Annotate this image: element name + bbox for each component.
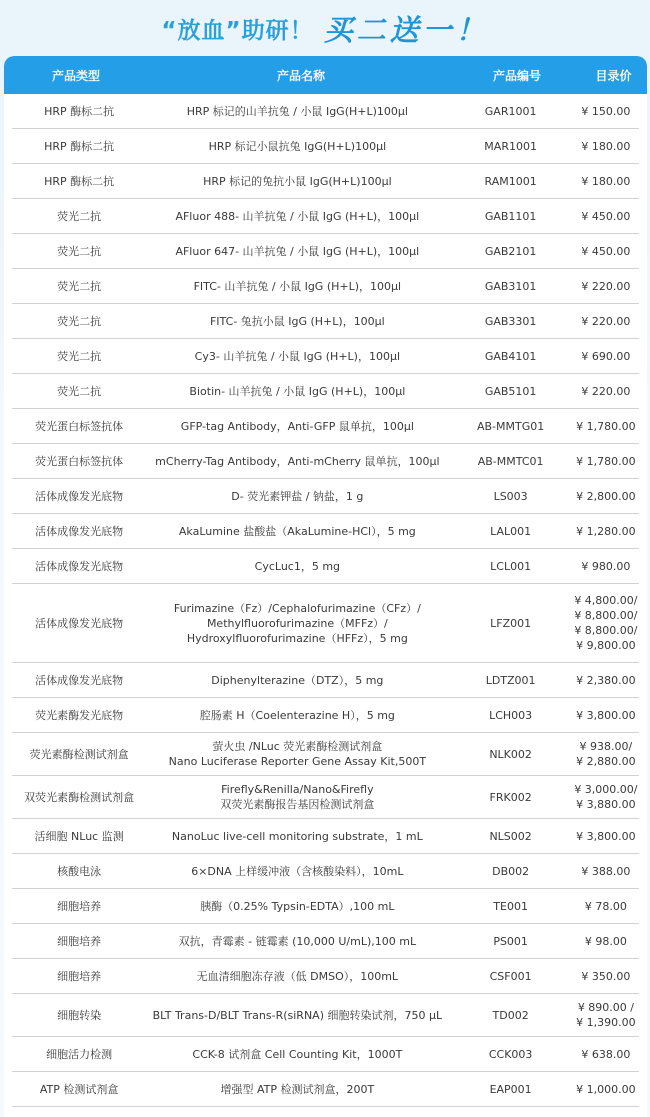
product-type-cell: 荧光二抗 (57, 279, 102, 293)
table-row (12, 444, 639, 479)
product-name-line: Hydroxylfluorofurimazine（HFFz），5 mg (186, 631, 408, 645)
product-price-table (4, 56, 647, 1117)
price-line: ¥ 3,800.00 (576, 708, 636, 722)
product-name-line: 腔肠素 H（Coelenterazine H），5 mg (199, 708, 395, 722)
product-code-cell: DB002 (492, 864, 530, 878)
table-row (12, 924, 639, 959)
product-code-cell: RAM1001 (484, 174, 537, 188)
price-line: ¥ 3,880.00 (576, 798, 636, 811)
product-name-cell (146, 924, 448, 958)
product-code-cell: GAB5101 (484, 384, 537, 398)
product-code-cell: GAB1101 (484, 209, 537, 223)
product-name-line: AkaLumine 盐酸盐（AkaLumine-HCl），5 mg (178, 524, 416, 538)
product-name-cell (146, 374, 448, 408)
product-name-cell (146, 549, 448, 583)
product-code-cell: CSF001 (489, 969, 532, 983)
price-line: ¥ 180.00 (581, 139, 631, 153)
product-type-cell: 荧光二抗 (57, 349, 102, 363)
product-name-line: 双抗，青霉素 - 链霉素 (10,000 U/mL),100 mL (178, 934, 417, 948)
product-name-cell (146, 339, 448, 373)
product-code-cell: AB-MMTC01 (477, 454, 544, 468)
product-name-cell (146, 584, 448, 662)
product-type-cell: 活体成像发光底物 (35, 559, 124, 573)
product-code-cell: CCK003 (488, 1047, 533, 1061)
product-name-line: CycLuc1，5 mg (254, 559, 341, 573)
price-line: ¥ 8,800.00/ (574, 624, 638, 637)
product-name-line: 6×DNA 上样缓冲液（含核酸染料），10mL (191, 864, 404, 878)
product-name-cell (146, 1037, 448, 1071)
product-name-line: Methylfluorofurimazine（MFFz）/ (206, 616, 388, 630)
price-line: ¥ 1,000.00 (576, 1082, 636, 1096)
price-line: ¥ 98.00 (584, 934, 627, 948)
product-name-line: 无血清细胞冻存液（低 DMSO），100mL (196, 969, 399, 983)
price-line: ¥ 980.00 (581, 559, 631, 573)
price-line: ¥ 4,800.00/ (574, 594, 638, 607)
product-name-line: 双荧光素酶报告基因检测试剂盒 (220, 798, 375, 811)
price-line: ¥ 638.00 (581, 1047, 631, 1061)
product-type-cell: HRP 酶标二抗 (44, 139, 115, 153)
table-row (12, 994, 639, 1037)
product-type-cell: 活细胞 NLuc 监测 (34, 829, 124, 843)
price-cell (573, 374, 639, 408)
product-name-line: 萤火虫 /NLuc 荧光素酶检测试剂盒 (212, 740, 383, 753)
product-name-cell (146, 854, 448, 888)
product-name-line: mCherry-Tag Antibody，Anti-mCherry 鼠单抗，100μl (155, 454, 440, 468)
price-cell (573, 854, 639, 888)
table-row (12, 479, 639, 514)
price-cell (573, 924, 639, 958)
table-row (12, 269, 639, 304)
price-line: ¥ 180.00 (581, 174, 631, 188)
product-code-cell: GAB3301 (484, 314, 537, 328)
column-header-price: 目录价 (595, 68, 632, 83)
table-row (12, 854, 639, 889)
product-name-cell (146, 479, 448, 513)
price-cell (573, 959, 639, 993)
price-cell (573, 514, 639, 548)
product-code-cell: FRK002 (489, 790, 532, 804)
product-code-cell: EAP001 (489, 1082, 532, 1096)
price-line: ¥ 220.00 (581, 384, 631, 398)
product-name-cell (146, 733, 448, 775)
product-name-line: AFluor 488- 山羊抗兔 / 小鼠 IgG (H+L)，100μl (175, 209, 420, 223)
table-row (12, 549, 639, 584)
product-code-cell: LFZ001 (490, 616, 532, 630)
product-code-cell: LCL001 (490, 559, 532, 573)
promo-headline: “放血”助研！ (161, 17, 314, 44)
price-line: ¥ 220.00 (581, 314, 631, 328)
table-row (12, 234, 639, 269)
product-name-cell (146, 889, 448, 923)
product-type-cell: 细胞培养 (57, 899, 102, 913)
product-name-line: Furimazine（Fz）/Cephalofurimazine（CFz）/ (173, 601, 421, 615)
table-body (4, 94, 647, 1107)
product-code-cell: GAB2101 (484, 244, 537, 258)
product-code-cell: TD002 (492, 1008, 529, 1022)
price-cell (573, 663, 639, 697)
product-name-line: CCK-8 试剂盒 Cell Counting Kit，1000T (192, 1047, 403, 1061)
price-cell (573, 549, 639, 583)
product-name-line: HRP 标记小鼠抗兔 IgG(H+L)100μl (208, 139, 387, 153)
product-name-cell (146, 164, 448, 198)
product-code-cell: GAR1001 (484, 104, 537, 118)
product-type-cell: 细胞培养 (57, 934, 102, 948)
product-type-cell: 核酸电泳 (57, 864, 102, 878)
product-name-line: Diphenylterazine（DTZ），5 mg (211, 673, 384, 687)
product-type-cell: 细胞培养 (57, 969, 102, 983)
price-line: ¥ 1,780.00 (576, 454, 636, 468)
product-name-cell (146, 959, 448, 993)
price-cell (573, 819, 639, 853)
product-name-cell (146, 269, 448, 303)
price-cell (573, 94, 639, 128)
table-row (12, 1037, 639, 1072)
product-name-line: HRP 标记的兔抗小鼠 IgG(H+L)100μl (203, 174, 392, 188)
product-name-cell (146, 819, 448, 853)
product-type-cell: 活体成像发光底物 (35, 616, 124, 630)
table-row (12, 514, 639, 549)
product-type-cell: 荧光二抗 (57, 384, 102, 398)
product-code-cell: AB-MMTG01 (476, 419, 545, 433)
price-line: ¥ 3,000.00/ (574, 783, 638, 796)
price-line: ¥ 450.00 (581, 209, 631, 223)
product-name-line: NanoLuc live-cell monitoring substrate，1 mL (171, 829, 423, 843)
column-header-code: 产品编号 (492, 68, 541, 83)
product-name-cell (146, 776, 448, 818)
price-cell (573, 889, 639, 923)
price-line: ¥ 388.00 (581, 864, 631, 878)
price-cell (573, 164, 639, 198)
product-name-cell (146, 304, 448, 338)
product-name-cell (146, 994, 448, 1036)
promo-banner (0, 0, 650, 56)
product-type-cell: 荧光蛋白标签抗体 (35, 454, 124, 468)
price-cell (573, 304, 639, 338)
price-cell (573, 994, 639, 1036)
table-row (12, 819, 639, 854)
product-name-cell (146, 94, 448, 128)
table-row (12, 663, 639, 698)
price-line: ¥ 1,780.00 (576, 419, 636, 433)
price-line: ¥ 3,800.00 (576, 829, 636, 843)
column-header-type: 产品类型 (51, 68, 100, 83)
product-name-cell (146, 444, 448, 478)
product-type-cell: 活体成像发光底物 (35, 673, 124, 687)
price-cell (573, 409, 639, 443)
price-line: ¥ 1,280.00 (576, 524, 636, 538)
product-name-line: HRP 标记的山羊抗兔 / 小鼠 IgG(H+L)100μl (186, 104, 408, 118)
product-name-line: GFP-tag Antibody，Anti-GFP 鼠单抗，100μl (180, 419, 414, 433)
price-line: ¥ 690.00 (581, 349, 631, 363)
table-row (12, 1072, 639, 1107)
product-type-cell: 双荧光素酶检测试剂盒 (24, 790, 135, 804)
product-type-cell: 荧光蛋白标签抗体 (35, 419, 124, 433)
product-code-cell: TE001 (493, 899, 528, 913)
price-cell (573, 444, 639, 478)
table-row (12, 959, 639, 994)
product-code-cell: GAB3101 (484, 279, 537, 293)
product-name-cell (146, 1072, 448, 1106)
price-line: ¥ 890.00 / (577, 1001, 634, 1014)
product-name-line: AFluor 647- 山羊抗兔 / 小鼠 IgG (H+L)，100μl (175, 244, 420, 258)
table-row (12, 339, 639, 374)
product-name-line: FITC- 兔抗小鼠 IgG (H+L)，100μl (209, 314, 385, 328)
product-name-cell (146, 234, 448, 268)
column-header-name: 产品名称 (276, 68, 325, 83)
table-row (12, 889, 639, 924)
product-name-cell (146, 514, 448, 548)
product-code-cell: LCH003 (489, 708, 533, 722)
product-code-cell: NLS002 (489, 829, 532, 843)
price-line: ¥ 1,390.00 (576, 1016, 636, 1029)
price-line: ¥ 2,800.00 (576, 489, 636, 503)
product-name-cell (146, 129, 448, 163)
product-code-cell: NLK002 (489, 747, 532, 761)
product-code-cell: GAB4101 (484, 349, 537, 363)
product-name-cell (146, 698, 448, 732)
product-name-line: Biotin- 山羊抗兔 / 小鼠 IgG (H+L)，100μl (189, 384, 406, 398)
table-header (4, 56, 647, 94)
price-line: ¥ 350.00 (581, 969, 631, 983)
price-cell (573, 269, 639, 303)
product-name-line: BLT Trans-D/BLT Trans-R(siRNA) 细胞转染试剂，750 μL (152, 1008, 443, 1022)
product-name-line: Cy3- 山羊抗兔 / 小鼠 IgG (H+L)，100μl (194, 349, 401, 363)
product-type-cell: 荧光素酶检测试剂盒 (29, 747, 129, 761)
product-type-cell: HRP 酶标二抗 (44, 174, 115, 188)
product-code-cell: LS003 (493, 489, 528, 503)
price-line: ¥ 8,800.00/ (574, 609, 638, 622)
product-type-cell: 荧光二抗 (57, 244, 102, 258)
table-row (12, 733, 639, 776)
product-name-cell (146, 663, 448, 697)
price-cell (573, 1037, 639, 1071)
product-code-cell: LAL001 (490, 524, 532, 538)
product-name-line: D- 荧光素钾盐 / 钠盐，1 g (231, 489, 364, 503)
table-row (12, 129, 639, 164)
table-row (12, 776, 639, 819)
product-type-cell: 细胞转染 (57, 1008, 102, 1022)
product-code-cell: MAR1001 (484, 139, 537, 153)
product-type-cell: HRP 酶标二抗 (44, 104, 115, 118)
table-row (12, 374, 639, 409)
product-type-cell: 活体成像发光底物 (35, 524, 124, 538)
price-cell (573, 698, 639, 732)
product-type-cell: 细胞活力检测 (46, 1047, 113, 1061)
product-type-cell: ATP 检测试剂盒 (39, 1082, 119, 1096)
price-line: ¥ 9,800.00 (576, 639, 636, 652)
price-cell (573, 479, 639, 513)
product-type-cell: 荧光二抗 (57, 209, 102, 223)
price-line: ¥ 938.00/ (579, 740, 633, 753)
price-cell (573, 584, 639, 662)
price-cell (573, 733, 639, 775)
product-name-cell (146, 199, 448, 233)
price-line: ¥ 220.00 (581, 279, 631, 293)
price-cell (573, 339, 639, 373)
price-line: ¥ 150.00 (581, 104, 631, 118)
product-name-line: FITC- 山羊抗兔 / 小鼠 IgG (H+L)，100μl (193, 279, 402, 293)
table-row (12, 409, 639, 444)
price-line: ¥ 2,880.00 (576, 755, 636, 768)
table-row (12, 164, 639, 199)
price-cell (573, 776, 639, 818)
price-cell (573, 199, 639, 233)
table-row (12, 584, 639, 663)
price-line: ¥ 78.00 (584, 899, 627, 913)
product-name-line: Firefly&Renilla/Nano&Firefly (221, 783, 374, 796)
price-cell (573, 234, 639, 268)
price-line: ¥ 2,380.00 (576, 673, 636, 687)
product-name-line: 胰酶（0.25% Typsin-EDTA）,100 mL (200, 899, 395, 913)
table-row (12, 304, 639, 339)
price-line: ¥ 450.00 (581, 244, 631, 258)
product-type-cell: 荧光二抗 (57, 314, 102, 328)
table-row (12, 199, 639, 234)
product-code-cell: LDTZ001 (485, 673, 536, 687)
product-code-cell: PS001 (493, 934, 528, 948)
product-type-cell: 荧光素酶发光底物 (35, 708, 124, 722)
product-name-line: 增强型 ATP 检测试剂盒，200T (220, 1082, 375, 1096)
price-cell (573, 129, 639, 163)
product-type-cell: 活体成像发光底物 (35, 489, 124, 503)
product-name-line: Nano Luciferase Reporter Gene Assay Kit,500T (168, 755, 427, 768)
table-row (12, 698, 639, 733)
product-name-cell (146, 409, 448, 443)
price-cell (573, 1072, 639, 1106)
table-row (12, 94, 639, 129)
promo-offer: 买二送一！ (323, 12, 489, 47)
